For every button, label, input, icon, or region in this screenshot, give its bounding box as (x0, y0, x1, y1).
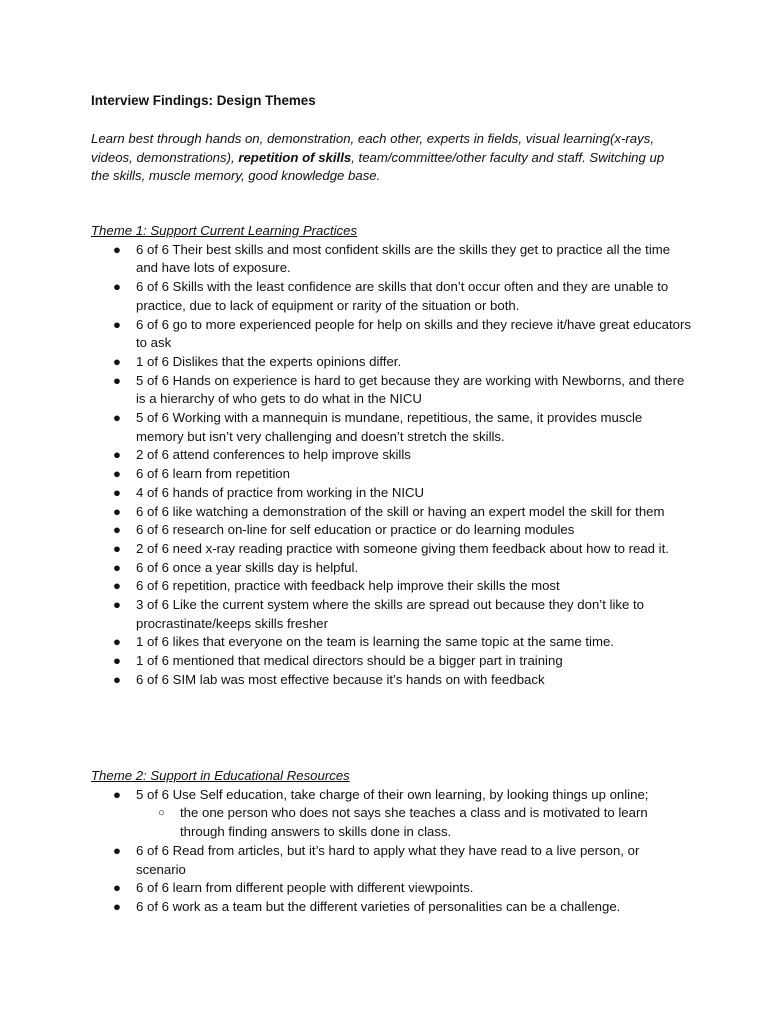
theme-2-list (91, 786, 691, 917)
sub-list-item (91, 804, 691, 841)
list-item-text: 6 of 6 like watching a demonstration of the skill or having an expert model the skill for them (136, 503, 665, 519)
bullet-icon: ● (113, 540, 121, 556)
list-item-text: 6 of 6 SIM lab was most effective because it’s hands on with feedback (136, 671, 545, 687)
list-item-text: 3 of 6 Like the current system where the skills are spread out because they don’t like to procrastinate/keeps skills fresher (136, 597, 644, 631)
bullet-icon: ● (113, 634, 121, 650)
bullet-icon: ● (113, 578, 121, 594)
list-item-text: 5 of 6 Working with a mannequin is mundane, repetitious, the same, it provides muscle memory but isn’t very challenging and doesn’t stretch the skills. (136, 410, 643, 444)
list-item (91, 898, 691, 917)
list-item-text: 1 of 6 likes that everyone on the team is learning the same topic at the same time. (136, 634, 614, 650)
list-item-text: 4 of 6 hands of practice from working in the NICU (136, 484, 425, 500)
list-item-text: 6 of 6 go to more experienced people for help on skills and they recieve it/have great educators to ask (136, 316, 691, 351)
list-item-text: 5 of 6 Hands on experience is hard to get because they are working with Newborns, and there is a hierarchy of who gets to do what in the NICU (136, 372, 685, 407)
bullet-icon: ● (113, 241, 121, 257)
bullet-icon: ● (113, 372, 121, 388)
list-item-text: 1 of 6 mentioned that medical directors should be a bigger part in training (136, 653, 563, 669)
list-item-text: 6 of 6 Read from articles, but it’s hard to apply what they have read to a live person, or scenario (136, 842, 640, 877)
bullet-icon: ● (113, 447, 121, 463)
intro-text: Learn best through hands on, demonstration, each other, experts in fields, visual learning(x-rays, videos, demonstrations), (91, 131, 654, 165)
bullet-icon: ● (113, 597, 121, 613)
document-title: Interview Findings: Design Themes (91, 93, 316, 108)
bullet-icon: ● (113, 316, 121, 332)
bullet-icon: ● (113, 466, 121, 482)
list-item (91, 484, 691, 503)
list-item-text: 6 of 6 Skills with the least confidence are skills that don’t occur often and they are unable to practice, due to lack of equipment or rarity of the situation or both. (136, 279, 669, 313)
list-item (91, 879, 691, 898)
bullet-icon: ● (113, 484, 121, 500)
list-item (91, 577, 691, 596)
list-item-text: 6 of 6 Their best skills and most confident skills are the skills they get to practice all the time and have lots of exposure. (136, 241, 671, 276)
bullet-icon: ● (113, 880, 121, 896)
list-item (91, 521, 691, 540)
list-item-text: 5 of 6 Use Self education, take charge of their own learning, by looking things up online; (136, 786, 649, 802)
bullet-icon: ● (113, 898, 121, 914)
circle-bullet-icon: ○ (158, 807, 165, 820)
list-item (91, 316, 691, 353)
bullet-icon: ● (113, 671, 121, 687)
list-item (91, 465, 691, 484)
theme-1-list (91, 241, 691, 690)
list-item (91, 241, 691, 278)
bullet-icon: ● (113, 786, 121, 802)
list-item (91, 540, 691, 559)
list-item-text: 2 of 6 attend conferences to help improve skills (136, 447, 411, 463)
list-item-text: 6 of 6 learn from repetition (136, 466, 290, 482)
list-item (91, 503, 691, 522)
theme-1-section (91, 222, 691, 690)
bullet-icon: ● (113, 653, 121, 669)
list-item-text: 6 of 6 once a year skills day is helpful. (136, 559, 359, 575)
bullet-icon: ● (113, 410, 121, 426)
intro-text-end: , team/committee/other faculty and staff. Switching up the skills, muscle memory, good knowledge base. (91, 149, 665, 184)
intro-bold-text: repetition of skills (238, 149, 352, 165)
bullet-icon: ● (113, 559, 121, 575)
sub-list (136, 804, 691, 841)
bullet-icon: ● (113, 503, 121, 519)
list-item (91, 786, 691, 842)
theme-1-heading: Theme 1: Support Current Learning Practices (91, 223, 358, 238)
list-item-text: 6 of 6 learn from different people with different viewpoints. (136, 880, 474, 896)
list-item (91, 372, 691, 409)
bullet-icon: ● (113, 353, 121, 369)
theme-2-section (91, 767, 691, 917)
list-item-text: 6 of 6 work as a team but the different varieties of personalities can be a challenge. (136, 898, 621, 914)
list-item (91, 409, 691, 446)
list-item (91, 446, 691, 465)
list-item (91, 278, 691, 315)
list-item-text: 6 of 6 research on-line for self education or practice or do learning modules (136, 522, 575, 538)
list-item-text: 2 of 6 need x-ray reading practice with someone giving them feedback about how to read it. (136, 540, 669, 556)
list-item-text: 6 of 6 repetition, practice with feedback help improve their skills the most (136, 578, 560, 594)
list-item (91, 353, 691, 372)
list-item (91, 842, 691, 879)
list-item-text: 1 of 6 Dislikes that the experts opinions differ. (136, 353, 402, 369)
bullet-icon: ● (113, 522, 121, 538)
theme-2-heading: Theme 2: Support in Educational Resources (91, 768, 350, 783)
intro-paragraph (91, 130, 671, 186)
list-item (91, 633, 691, 652)
list-item (91, 596, 691, 633)
list-item (91, 652, 691, 671)
bullet-icon: ● (113, 279, 121, 295)
sub-list-item-text: the one person who does not says she teaches a class and is motivated to learn through finding answers to skills done in class. (180, 805, 648, 840)
list-item (91, 671, 691, 690)
bullet-icon: ● (113, 842, 121, 858)
list-item (91, 559, 691, 578)
